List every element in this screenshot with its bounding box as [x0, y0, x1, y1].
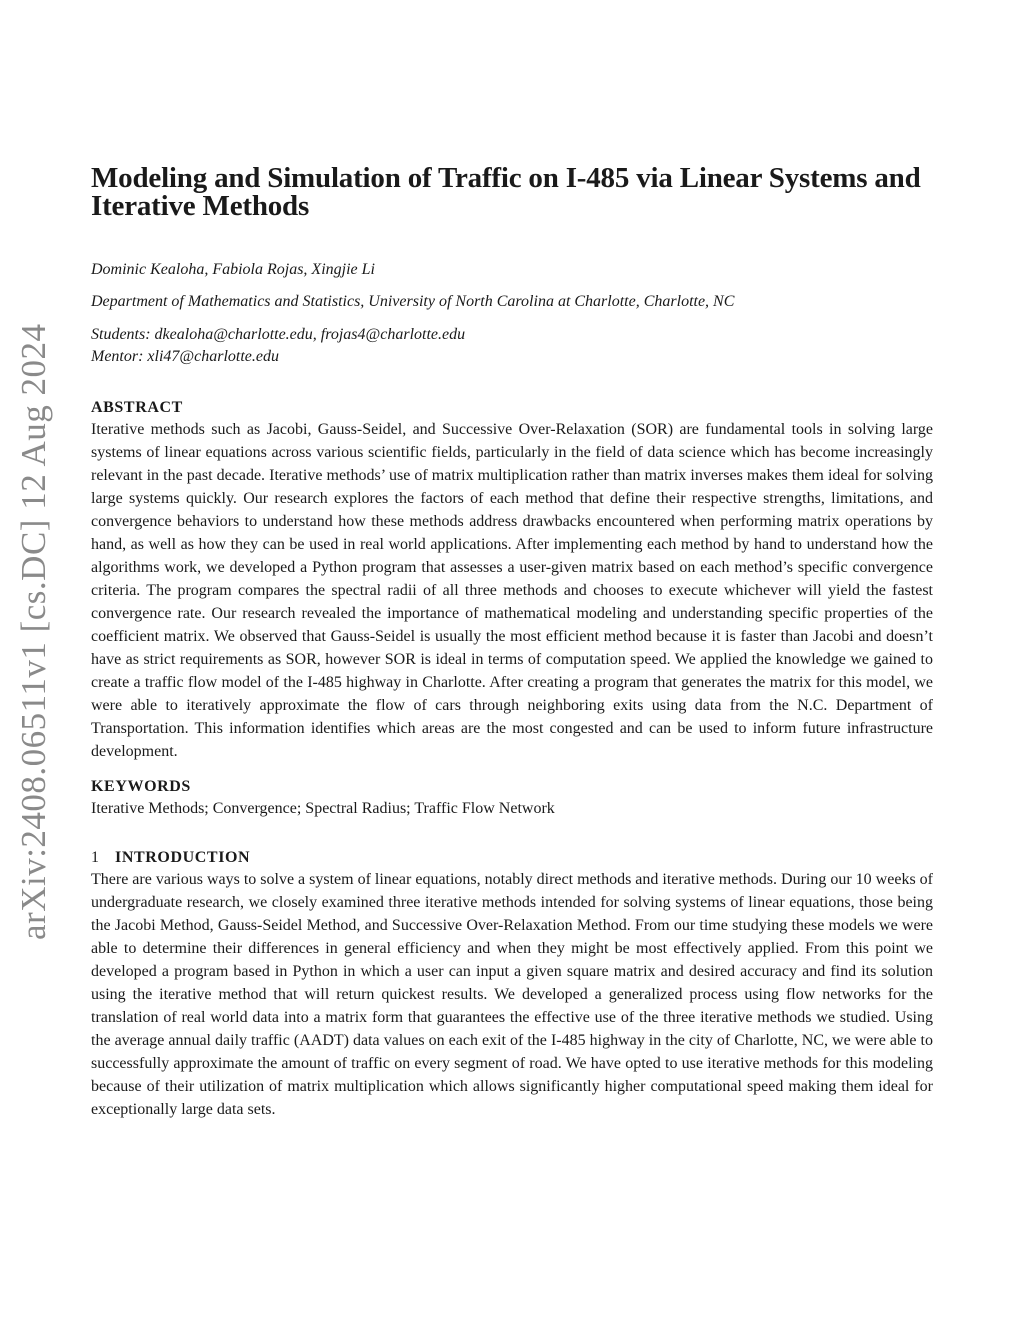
arxiv-identifier: arXiv:2408.06511v1 [cs.DC] 12 Aug 2024 [14, 323, 53, 940]
section-number: 1 [91, 849, 100, 866]
introduction-text: There are various ways to solve a system of linear equations, notably direct methods and iterative methods. During our 10 weeks of undergraduate research, we closely examined three iterative methods intended for solving systems of linear equations, those being the Jacobi Method, Gauss-Seidel Method, and Successive Over-Relaxation Method. From our time studying these models we were able to determine their differences in general efficiency and when they might be most effectively applied. From this point we developed a program based in Python in which a user can input a given square matrix and desired accuracy and find its solution using the iterative method that will return quickest results. We developed a generalized process using flow networks for the translation of real world data into a matrix form that guarantees the effective use of the three iterative methods we studied. Using the average annual daily traffic (AADT) data values on each exit of the I-485 highway in the city of Charlotte, NC, we were able to successfully approximate the amount of traffic on every segment of road. We have opted to use iterative methods for this modeling because of their utilization of matrix multiplication which allows significantly higher computational speed making them ideal for exceptionally large data sets. [91, 871, 933, 1118]
paper-first-page [91, 164, 933, 1121]
contact-block [91, 324, 933, 368]
introduction-heading: INTRODUCTION [115, 849, 251, 866]
abstract-section [91, 398, 933, 763]
mentor-email: Mentor: xli47@charlotte.edu [91, 348, 280, 365]
paper-title: Modeling and Simulation of Traffic on I-485 via Linear Systems and Iterative Methods [91, 162, 921, 222]
keywords-section [91, 777, 933, 820]
abstract-text: Iterative methods such as Jacobi, Gauss-Seidel, and Successive Over-Relaxation (SOR) are fundamental tools in solving large systems of linear equations across various scientific fields, particularly in the field of data science which has become increasingly relevant in the past decade. Iterative methods’ use of matrix multiplication rather than matrix inverses makes them ideal for solving large systems quickly. Our research explores the factors of each method that define their respective strengths, limitations, and convergence behaviors to understand how these methods address drawbacks encountered when performing matrix operations by hand, as well as how they can be used in real world applications. After implementing each method by hand to understand how the algorithms work, we developed a Python program that assesses a user-given matrix based on each method’s specific convergence criteria. The program compares the spectral radii of all three methods and chooses to execute whichever will yield the fastest convergence rate. Our research revealed the importance of mathematical modeling and understanding specific properties of the coefficient matrix. We observed that Gauss-Seidel is usually the most efficient method because it is faster than Jacobi and doesn’t have as strict requirements as SOR, however SOR is ideal in terms of computation speed. We applied the knowledge we gained to create a traffic flow model of the I-485 highway in Charlotte. After creating a program that generates the matrix for this model, we were able to iteratively approximate the flow of cars through neighboring exits using data from the N.C. Department of Transportation. This information identifies which areas are the most congested and can be used to inform future infrastructure development. [91, 421, 933, 760]
abstract-heading: ABSTRACT [91, 399, 183, 416]
introduction-heading-row [91, 848, 933, 868]
affiliation: Department of Mathematics and Statistics, University of North Carolina at Charlotte, Charlotte, NC [91, 293, 735, 310]
author-list: Dominic Kealoha, Fabiola Rojas, Xingjie Li [91, 261, 375, 278]
keywords-text: Iterative Methods; Convergence; Spectral Radius; Traffic Flow Network [91, 800, 555, 817]
student-emails: Students: dkealoha@charlotte.edu, frojas4@charlotte.edu [91, 326, 466, 343]
introduction-section [91, 848, 933, 1121]
keywords-heading: KEYWORDS [91, 778, 191, 795]
